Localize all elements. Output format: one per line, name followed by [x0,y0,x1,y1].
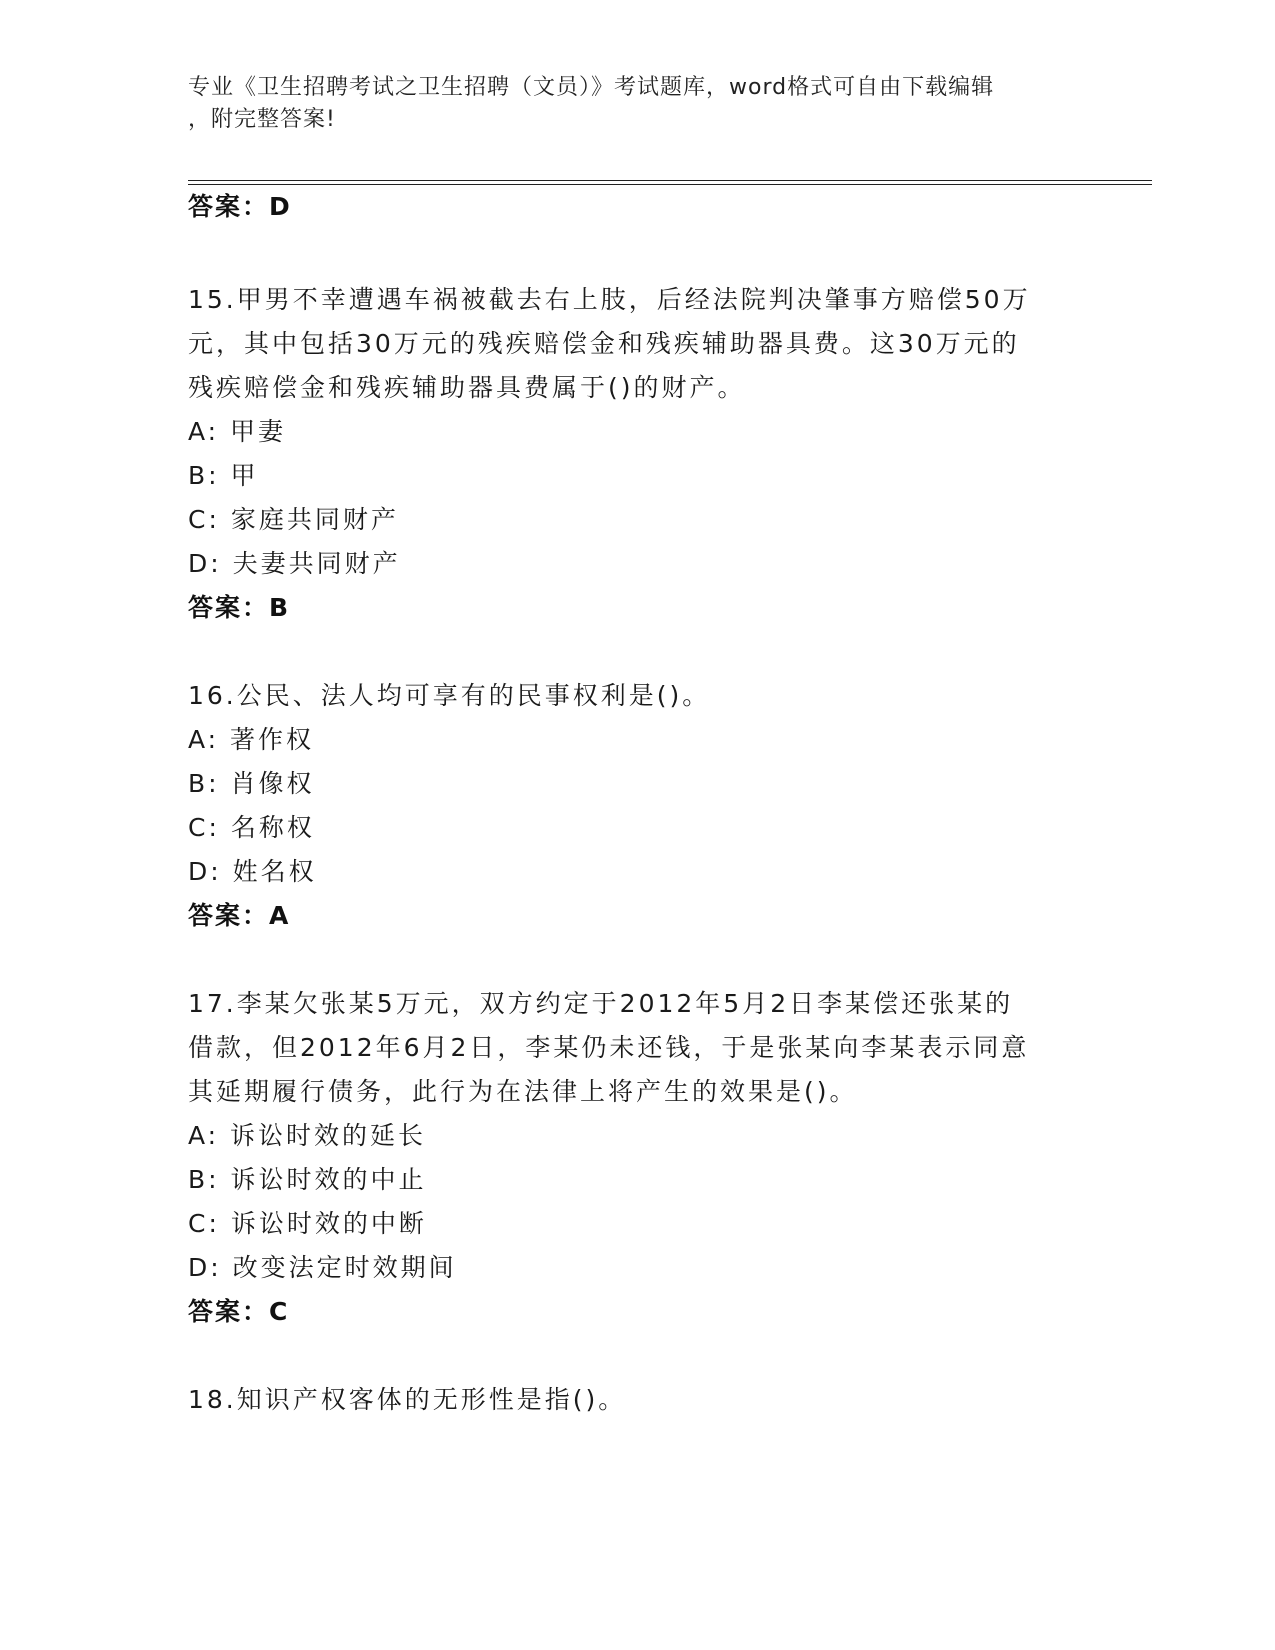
question-15-stem-line-1: 15.甲男不幸遭遇车祸被截去右上肢，后经法院判决肇事方赔偿50万 [188,285,1031,314]
answer-previous: 答案：D [188,192,292,221]
question-15-stem-line-2: 元，其中包括30万元的残疾赔偿金和残疾辅助器具费。这30万元的 [188,329,1020,358]
question-16-answer: 答案：A [188,901,291,930]
question-17-stem-line-3: 其延期履行债务，此行为在法律上将产生的效果是()。 [188,1077,858,1106]
question-17-stem-line-1: 17.李某欠张某5万元，双方约定于2012年5月2日李某偿还张某的 [188,989,1014,1018]
header-divider-top [188,180,1152,181]
header-divider-bottom [188,184,1152,185]
header-line-1: 专业《卫生招聘考试之卫生招聘（文员）》考试题库，word格式可自由下载编辑 [188,75,995,100]
question-15-answer: 答案：B [188,593,291,622]
question-16-option-c: C: 名称权 [188,813,315,842]
document-header [188,72,1088,136]
question-15-stem-line-3: 残疾赔偿金和残疾辅助器具费属于()的财产。 [188,373,746,402]
question-17-answer: 答案：C [188,1297,290,1326]
question-17-option-b: B: 诉讼时效的中止 [188,1165,427,1194]
question-15-option-b: B: 甲 [188,461,259,490]
question-15-option-d: D: 夫妻共同财产 [188,549,401,578]
question-17-option-a: A: 诉讼时效的延长 [188,1121,427,1150]
question-17-stem-line-2: 借款，但2012年6月2日，李某仍未还钱，于是张某向李某表示同意 [188,1033,1030,1062]
question-17-option-d: D: 改变法定时效期间 [188,1253,457,1282]
question-16-option-a: A: 著作权 [188,725,315,754]
question-15-option-c: C: 家庭共同财产 [188,505,399,534]
question-16-option-b: B: 肖像权 [188,769,315,798]
header-line-2: ，附完整答案! [188,107,336,132]
question-16-option-d: D: 姓名权 [188,857,317,886]
question-16-stem-line-1: 16.公民、法人均可享有的民事权利是()。 [188,681,711,710]
question-17-option-c: C: 诉讼时效的中断 [188,1209,427,1238]
question-15-option-a: A: 甲妻 [188,417,287,446]
question-18-stem-line-1: 18.知识产权客体的无形性是指()。 [188,1385,627,1414]
